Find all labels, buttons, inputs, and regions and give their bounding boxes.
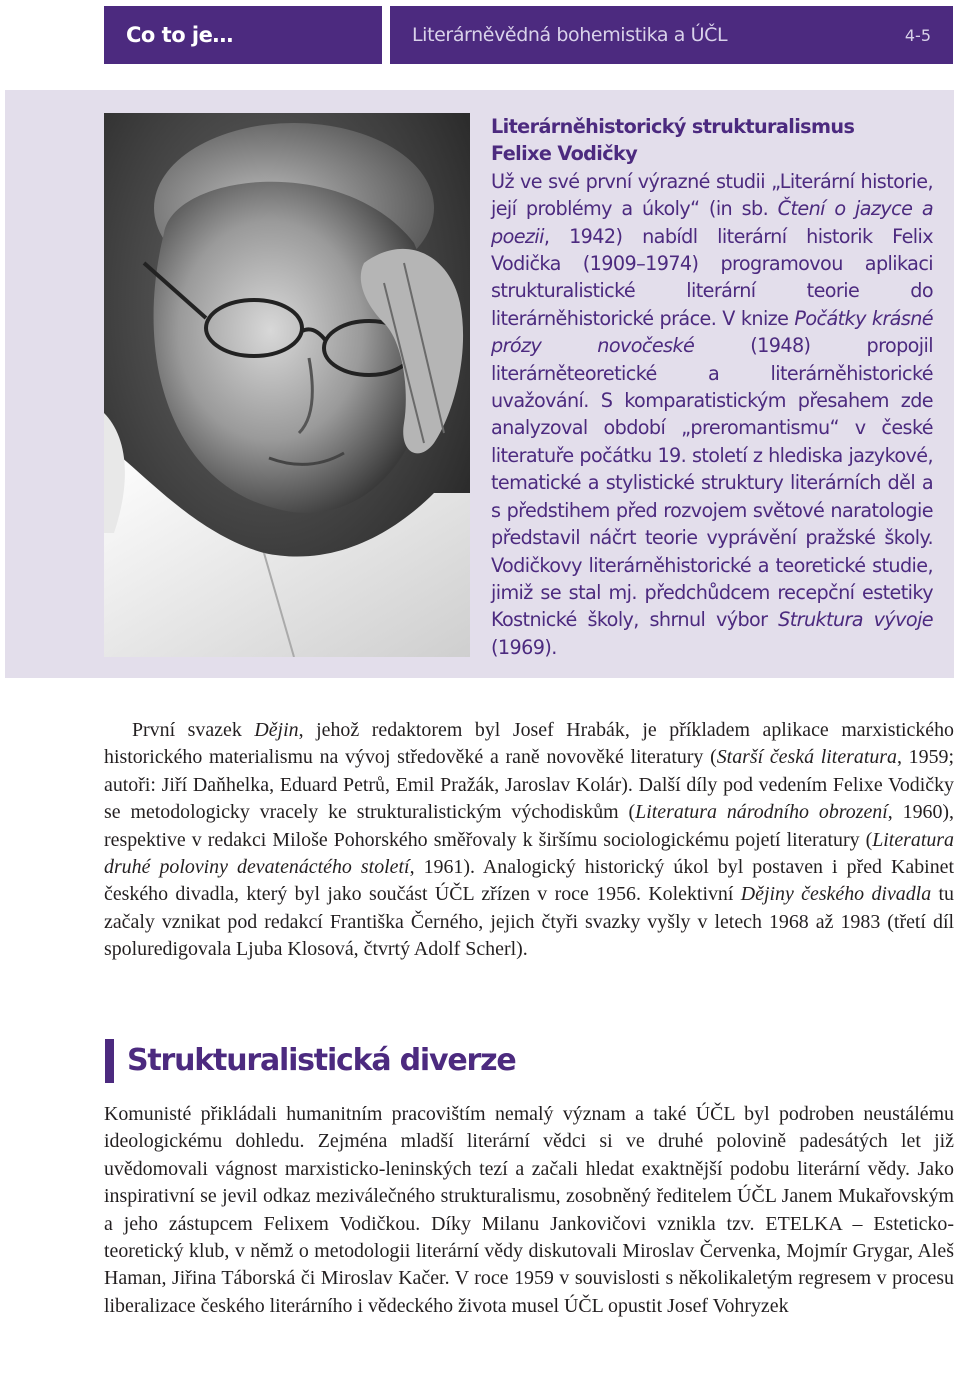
sidebar-title-line2: Felixe Vodičky [491, 142, 638, 166]
section-heading: Strukturalistická diverze [127, 1043, 516, 1078]
paragraph-italic: Dějiny českého divadla [740, 883, 932, 906]
paragraph-text: tu začaly vznikat pod redakcí Františka Černého, jejich čtyři svazky vyšly v letech 1968 až 1983 (třetí díl spoluredigovala Ljuba Klosová, čtvrtý Adolf Scherl). [104, 883, 954, 961]
section-marker [105, 1039, 114, 1083]
header-chapter-bar [390, 6, 953, 64]
sidebar-title [491, 113, 933, 168]
body-paragraph-2: Komunisté přikládali humanitním pracovištím nemalý význam a také ÚČL byl podroben neustálému ideologickému dohledu. Zejména mladší literární vědci si ve druhé polovině padesátých let již uvědomovali vágnost marxisticko-leninských tezí a začali hledat exaktnější podobu literární vědy. Jako inspirativní se jevil odkaz meziválečného strukturalismu, zosobněný ředitelem ÚČL Janem Mukařovským a jeho zástupcem Felixem Vodičkou. Díky Milanu Jankovičovi vznikla tzv. ETELKA – Esteticko-teoretický klub, v němž o metodologii literární vědy diskutovali Miroslav Červenka, Mojmír Grygar, Aleš Haman, Jiřina Táborská či Miroslav Kačer. V roce 1959 v souvislosti s několikaletým regresem v procesu liberalizace českého literárního i vědeckého života musel ÚČL opustit Josef Vohryzek [104, 1103, 954, 1317]
sidebar-body-part: , 1942) nabídl literární historik Felix Vodička (1909–1974) programovou aplikaci strukturalistické literární teorie do literárněhistorické práce. V knize [491, 224, 933, 330]
page-number: 4-5 [904, 25, 931, 45]
header-chapter-title: Literárněvědná bohemistika a ÚČL [412, 24, 728, 46]
sidebar-body-part: (1969). [491, 635, 557, 659]
paragraph-text: , 1959; autoři: Jiří Daňhelka, Eduard Petrů, Emil Pražák, Jaroslav Kolár). Další díly pod vedením Felixe Vodičky se metodologicky vracely ke strukturalistickým východiskům ( [104, 746, 954, 824]
sidebar-body-part: (1948) propojil literárněteoretické a literárněhistorické uvažování. S komparatistickým přesahem zde analyzoval období „preromantismu“ v české literatuře počátku 19. století z hlediska jazykové, tematické a stylistické struktury literárních děl a s předstihem před rozvojem světové naratologie představil náčrt teorie vyprávění pražské školy. Vodičkovy literárněhistorické a teoretické studie, jimiž se stal mj. předchůdcem recepční estetiky Kostnické školy, shrnul výbor [491, 334, 933, 632]
paragraph-italic: Literatura národního obrození [635, 801, 888, 824]
sidebar-title-line1: Literárněhistorický strukturalismus [491, 115, 855, 138]
sidebar-body-italic: Počátky krásné prózy novočeské [491, 306, 934, 358]
paragraph-italic: Dějin [254, 719, 299, 741]
body-paragraph-1 [104, 717, 954, 964]
portrait-photo [104, 113, 470, 657]
sidebar-body [491, 168, 933, 661]
paragraph-text: , 1960), respektive v redakci Miloše Pohorského směřovaly k širšímu sociologickému pojetí literatury ( [104, 801, 954, 851]
paragraph-text: , 1961). Analogický historický úkol byl postaven i před Kabinet českého divadla, který byl jako součást ÚČL zřízen v roce 1956. Kolektivní [104, 856, 954, 906]
paragraph-italic: Literatura druhé poloviny devatenáctého století [104, 828, 954, 879]
header-left-text: Co to je… [126, 23, 233, 47]
paragraph-italic: Starší česká literatura [716, 746, 897, 769]
sidebar-body-italic: Struktura vývoje [778, 608, 933, 632]
sidebar-body-part: Už ve své první výrazné studii „Literární historie, její problémy a úkoly“ (in sb. [491, 169, 933, 221]
sidebar-body-italic: Čtení o jazyce a poezii [491, 197, 933, 248]
paragraph-text: První svazek [132, 719, 255, 741]
paragraph-text: , jehož redaktorem byl Josef Hrabák, je příkladem aplikace marxistického historického materialismu na vývoj středověké a raně novověké literatury ( [104, 719, 954, 769]
sidebar-text [491, 113, 933, 661]
header-section-label [104, 6, 382, 64]
